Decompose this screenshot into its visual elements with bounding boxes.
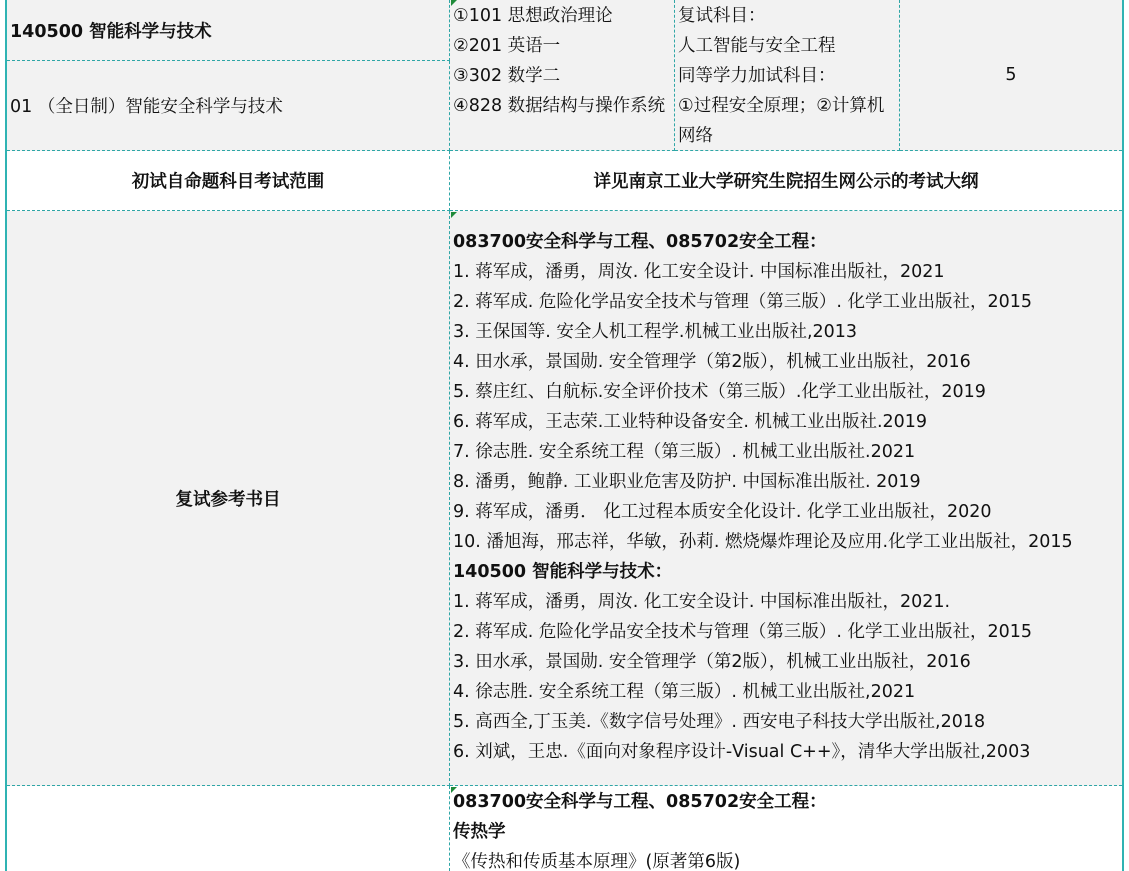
- scope-label: 初试自命题科目考试范围: [131, 172, 325, 192]
- book-line-item: 7. 徐志胜. 安全系统工程（第三版）. 机械工业出版社.2021: [453, 442, 916, 462]
- last-line-item: 《传热和传质基本原理》(原著第6版): [453, 852, 741, 871]
- retest-cell: [675, 0, 900, 151]
- book-line-item: 1. 蒋军成，潘勇，周汝. 化工安全设计. 中国标准出版社，2021.: [453, 592, 951, 612]
- exam-subject-2: ②201 英语一: [453, 36, 561, 56]
- book-line-item: 2. 蒋军成. 危险化学品安全技术与管理（第三版）. 化学工业出版社，2015: [453, 292, 1033, 312]
- exam-subjects-cell: [450, 0, 675, 151]
- major-name-cell: [7, 0, 450, 61]
- book-line-item: 4. 田水承，景国勋. 安全管理学（第2版），机械工业出版社，2016: [453, 352, 971, 372]
- retest-line-4: ①过程安全原理；②计算机: [678, 96, 885, 116]
- book-line-item: 5. 高西全,丁玉美.《数字信号处理》. 西安电子科技大学出版社,2018: [453, 712, 986, 732]
- books-list-cell: [450, 211, 1122, 786]
- scope-value: 详见南京工业大学研究生院招生网公示的考试大纲: [593, 172, 979, 192]
- books-list: [453, 227, 1122, 767]
- quota-cell: [900, 0, 1122, 151]
- last-line-heading: 传热学: [453, 822, 506, 842]
- exam-subject-4: ④828 数据结构与操作系统: [453, 96, 666, 116]
- book-line-item: 6. 蒋军成，王志荣.工业特种设备安全. 机械工业出版社.2019: [453, 412, 928, 432]
- book-line-item: 2. 蒋军成. 危险化学品安全技术与管理（第三版）. 化学工业出版社，2015: [453, 622, 1033, 642]
- book-line-item: 4. 徐志胜. 安全系统工程（第三版）. 机械工业出版社,2021: [453, 682, 916, 702]
- exam-subject-3: ③302 数学二: [453, 66, 561, 86]
- books-label-cell: [7, 211, 450, 786]
- last-content-cell: [450, 786, 1122, 871]
- comment-indicator: [451, 0, 457, 6]
- exam-subject-1: ①101 思想政治理论: [453, 6, 613, 26]
- retest-line-2: 人工智能与安全工程: [678, 36, 836, 56]
- book-line-item: 6. 刘斌，王忠.《面向对象程序设计-Visual C++》，清华大学出版社,2003: [453, 742, 1031, 762]
- last-list: [453, 787, 1122, 871]
- scope-label-cell: [7, 151, 450, 211]
- last-line-heading: 083700安全科学与工程、085702安全工程：: [453, 792, 827, 812]
- book-line-item: 3. 王保国等. 安全人机工程学.机械工业出版社,2013: [453, 322, 858, 342]
- scope-value-cell: [450, 151, 1122, 211]
- book-line-item: 3. 田水承，景国勋. 安全管理学（第2版），机械工业出版社，2016: [453, 652, 971, 672]
- retest-line-5: 网络: [678, 126, 713, 146]
- book-line-heading: 083700安全科学与工程、085702安全工程：: [453, 232, 827, 252]
- book-line-item: 9. 蒋军成，潘勇． 化工过程本质安全化设计. 化学工业出版社，2020: [453, 502, 992, 522]
- book-line-item: 8. 潘勇，鲍静. 工业职业危害及防护. 中国标准出版社. 2019: [453, 472, 921, 492]
- direction-cell: [7, 61, 450, 151]
- last-label-cell: [7, 786, 450, 871]
- retest-line-3: 同等学力加试科目：: [678, 66, 836, 86]
- book-line-item: 10. 潘旭海，邢志祥，华敏，孙莉. 燃烧爆炸理论及应用.化学工业出版社，2015: [453, 532, 1073, 552]
- book-line-item: 5. 蔡庄红、白航标.安全评价技术（第三版）.化学工业出版社，2019: [453, 382, 986, 402]
- book-line-item: 1. 蒋军成，潘勇，周汝. 化工安全设计. 中国标准出版社，2021: [453, 262, 945, 282]
- books-label: 复试参考书目: [175, 489, 281, 510]
- comment-indicator: [451, 212, 457, 218]
- comment-indicator: [451, 787, 457, 793]
- major-name: 140500 智能科学与技术: [10, 21, 212, 42]
- direction-name: 01 （全日制）智能安全科学与技术: [10, 97, 283, 117]
- retest-line-1: 复试科目：: [678, 6, 766, 26]
- quota-value: 5: [1005, 65, 1017, 85]
- book-line-heading: 140500 智能科学与技术：: [453, 562, 673, 582]
